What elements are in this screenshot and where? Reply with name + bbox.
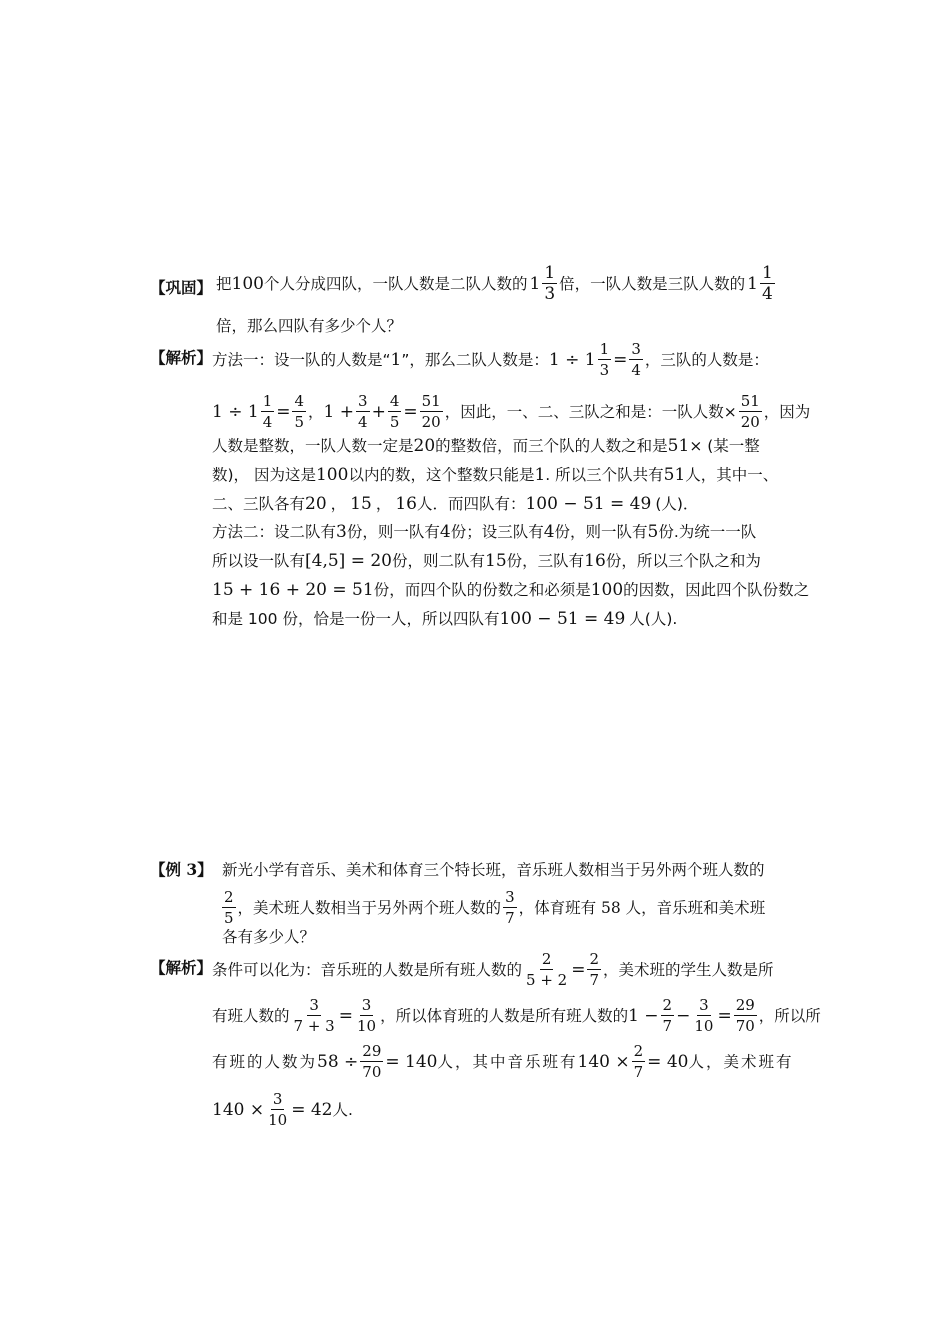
numerator: 3 [358, 392, 368, 410]
analysis1-line-3 [212, 434, 760, 458]
analysis1-line-8 [212, 578, 809, 602]
text: × (某一整 [689, 437, 760, 455]
math: 140 × [212, 1099, 265, 1120]
denominator: 7 [662, 1017, 673, 1035]
fraction [524, 950, 569, 989]
math: 140 × [577, 1051, 630, 1072]
math: = 140 [385, 1051, 438, 1072]
analysis1-line-1 [212, 340, 769, 379]
math: 100 − 51 = 49 [499, 609, 626, 629]
text: 份；设三队有 [450, 523, 544, 541]
analysis1-line-7 [212, 549, 761, 573]
numerator: 1 [761, 263, 773, 283]
math: [4,5] = 20 [305, 551, 392, 571]
denominator: 4 [761, 284, 773, 304]
denominator: 10 [268, 1111, 288, 1129]
text: 份，则一队有 [346, 523, 440, 541]
text: 有班人数的 [212, 1006, 290, 1025]
text: 条件可以化为：音乐班的人数是所有班人数的 [212, 960, 523, 979]
math: 1 ÷ 1 [548, 349, 596, 370]
fraction [360, 1042, 383, 1081]
text: 份，所以三个队之和为 [605, 552, 761, 570]
numerator: 1 [262, 392, 273, 410]
text: 份.为统一一队 [658, 523, 757, 541]
math: 1 + [323, 401, 355, 422]
analysis2-line-1 [212, 950, 774, 989]
number: 100 [590, 580, 624, 600]
fraction [292, 392, 306, 431]
numerator: 4 [389, 392, 400, 410]
text: ，美术班人数相当于另外两个班人数的 [237, 898, 502, 917]
text: ，体育班有 58 人，音乐班和美术班 [518, 898, 766, 917]
denominator: 4 [358, 413, 368, 431]
numerator: 3 [505, 888, 515, 906]
math: = 40 [647, 1051, 689, 1072]
number: 100 [231, 273, 264, 294]
text: ， [375, 495, 392, 513]
number: 5 [647, 522, 659, 542]
text: 份，则一队有 [554, 523, 648, 541]
fraction [266, 1090, 289, 1129]
fraction [292, 996, 337, 1035]
denominator: 20 [421, 413, 441, 431]
math: = [403, 401, 418, 422]
analysis2-line-3 [212, 1042, 793, 1081]
text: ， [330, 495, 347, 513]
example-tag: 【例 3】 [150, 860, 213, 879]
fraction [503, 888, 517, 927]
math: = 42 [291, 1099, 333, 1120]
number: 3 [336, 522, 347, 542]
denominator: 5 [224, 909, 234, 927]
numerator: 1 [544, 263, 556, 283]
denominator: 5 + 2 [526, 971, 568, 989]
math: 1 ÷ 1 [212, 401, 259, 422]
denominator: 5 [294, 413, 305, 431]
numerator: 2 [633, 1042, 644, 1060]
fraction [355, 996, 378, 1035]
text: 倍，那么四队有多少个人？ [216, 317, 403, 335]
numerator: 3 [699, 996, 709, 1014]
math: + [371, 401, 386, 422]
numerator: 3 [272, 1090, 283, 1108]
text: 人．而四队有： [416, 495, 526, 513]
text: 份，三队有 [506, 552, 585, 570]
text: ， [308, 402, 324, 421]
denominator: 20 [740, 413, 760, 431]
numerator: 29 [735, 996, 755, 1014]
example3-line-3 [222, 925, 315, 949]
text: 人. [332, 1100, 353, 1119]
analysis1-line-6 [212, 520, 756, 544]
fraction [734, 996, 757, 1035]
consolidation-line-2 [216, 314, 402, 338]
number: 20 [305, 494, 327, 514]
number: 51 [663, 465, 686, 485]
denominator: 10 [356, 1017, 377, 1035]
math: = [276, 401, 291, 422]
math: 100 − 51 = 49 [525, 494, 652, 514]
denominator: 7 [589, 971, 600, 989]
denominator: 10 [694, 1017, 714, 1035]
numerator: 3 [361, 996, 372, 1014]
denominator: 5 [389, 413, 400, 431]
text: . 所以三个队共有 [545, 466, 664, 484]
text: 和是 100 份，恰是一份一人，所以四队有 [212, 610, 500, 628]
analysis2-line-4 [212, 1090, 353, 1129]
math: 15 + 16 + 20 = 51 [212, 580, 374, 600]
text: ，所以体育班的人数是所有班人数的 [380, 1006, 629, 1025]
analysis1-line-5 [212, 492, 698, 516]
denominator: 3 [544, 284, 556, 304]
fraction [261, 392, 275, 431]
text: 把 [216, 274, 232, 293]
fraction [587, 950, 601, 989]
fraction [222, 888, 236, 927]
fraction [542, 264, 557, 303]
text: 新光小学有音乐、美术和体育三个特长班，音乐班人数相当于另外两个班人数的 [222, 861, 765, 879]
text: 人数是整数，一队人数一定是 [212, 437, 414, 455]
math: − [676, 1005, 691, 1026]
denominator: 70 [735, 1017, 755, 1035]
numerator: 51 [421, 392, 441, 410]
analysis1-line-9 [212, 607, 677, 631]
text: 所以设一队有 [212, 552, 306, 570]
number: 16 [584, 551, 606, 571]
text: ”，那么二队人数是： [401, 350, 549, 369]
text: 份，而四个队的份数之和必须是 [373, 581, 591, 599]
text: ，因此，一、二、三队之和是：一队人数× [444, 402, 737, 421]
denominator: 3 [599, 361, 610, 379]
fraction [356, 392, 370, 431]
fraction [629, 340, 643, 379]
example3-line-1 [222, 858, 765, 882]
text: ，三队的人数是： [644, 350, 769, 369]
analysis1-line-2 [212, 392, 810, 431]
numerator: 1 [599, 340, 610, 358]
denominator: 7 + 3 [293, 1017, 335, 1035]
text: ，所以所 [758, 1006, 821, 1025]
fraction [388, 392, 402, 431]
math: 58 ÷ [317, 1051, 359, 1072]
consolidation-tag: 【巩固】 [150, 278, 213, 297]
text: 人(人). [629, 610, 678, 628]
fraction [661, 996, 675, 1035]
text: 倍，一队人数是三队人数的 [559, 274, 746, 293]
numerator: 2 [224, 888, 234, 906]
text: 二、三队各有 [212, 495, 306, 513]
number: 4 [543, 522, 555, 542]
numerator: 3 [631, 340, 641, 358]
number: 51 [667, 436, 690, 456]
numerator: 4 [294, 392, 305, 410]
text: ，美术班的学生人数是所 [603, 960, 774, 979]
mixed-whole: 1 [529, 273, 541, 294]
text: 份，则二队有 [392, 552, 486, 570]
denominator: 4 [262, 413, 273, 431]
math: = [717, 1005, 732, 1026]
text: 人，美术班有 [688, 1052, 794, 1071]
text: (人)． [655, 495, 699, 513]
text: 有班的人数为 [212, 1052, 318, 1071]
number: 15 [350, 494, 372, 514]
analysis1-line-4 [212, 463, 778, 487]
analysis2-line-2 [212, 996, 821, 1035]
math: = [613, 349, 628, 370]
math: 1 − [628, 1005, 659, 1026]
fraction [420, 392, 443, 431]
text: 人，其中一、 [685, 466, 779, 484]
text: 方法一：设一队的人数是“ [212, 350, 391, 369]
text: ，因为 [763, 402, 811, 421]
numerator: 2 [541, 950, 552, 968]
analysis-tag: 【解析】 [150, 349, 213, 367]
text: 方法二：设二队有 [212, 523, 337, 541]
fraction [760, 264, 775, 303]
denominator: 7 [505, 909, 515, 927]
mixed-whole: 1 [747, 273, 758, 294]
number: 100 [315, 465, 349, 485]
analysis-tag: 【解析】 [150, 959, 213, 977]
text: 各有多少人？ [222, 928, 316, 946]
numerator: 2 [662, 996, 673, 1014]
number: 16 [395, 494, 417, 514]
text: 的因数，因此四个队份数之 [623, 581, 810, 599]
number: 1 [534, 465, 546, 485]
text: 以内的数，这个整数只能是 [348, 466, 535, 484]
fraction [632, 1042, 646, 1081]
math: = [338, 1005, 353, 1026]
number: 20 [413, 436, 436, 456]
text: 的整数倍，而三个队的人数之和是 [435, 437, 668, 455]
text: 数)， 因为这是 [212, 466, 316, 484]
denominator: 70 [362, 1063, 382, 1081]
denominator: 7 [633, 1063, 644, 1081]
fraction [739, 392, 762, 431]
text: 人，其中音乐班有 [437, 1052, 578, 1071]
numerator: 3 [309, 996, 319, 1014]
text: 个人分成四队，一队人数是二队人数的 [263, 274, 528, 293]
number: 1 [390, 349, 402, 370]
number: 4 [439, 522, 451, 542]
consolidation-line-1 [216, 264, 777, 303]
example3-line-2 [220, 888, 765, 927]
numerator: 51 [740, 392, 760, 410]
fraction [598, 340, 612, 379]
math: = [571, 959, 586, 980]
fraction [692, 996, 715, 1035]
numerator: 29 [362, 1042, 382, 1060]
numerator: 2 [589, 950, 600, 968]
number: 15 [485, 551, 507, 571]
denominator: 4 [631, 361, 641, 379]
